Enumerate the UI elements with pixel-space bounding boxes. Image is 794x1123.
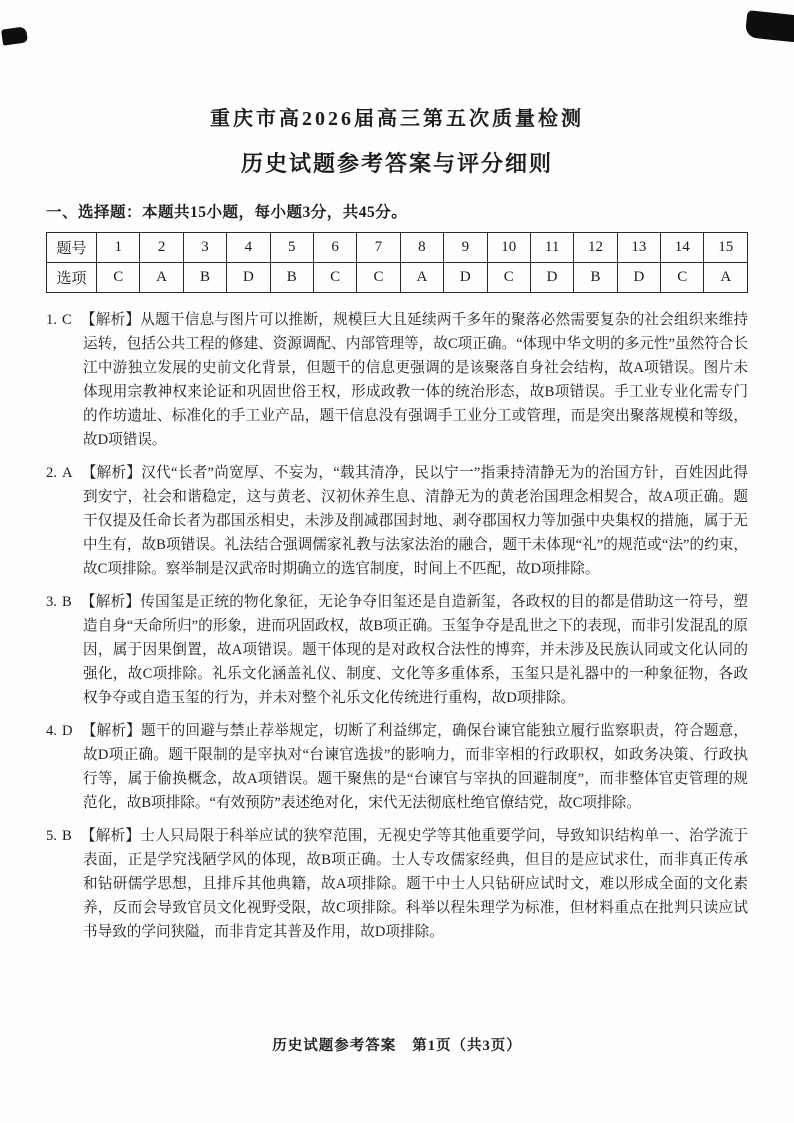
footer-page-number: 第1页（共3页） — [412, 1038, 522, 1054]
footer-title: 历史试题参考答案 — [272, 1038, 397, 1054]
question-answer: D — [61, 723, 73, 739]
answer-cell: D — [617, 263, 660, 293]
answer-cell: A — [400, 263, 443, 293]
question-number-cell: 9 — [444, 233, 487, 263]
question-answer: B — [61, 594, 72, 610]
answer-cell: C — [97, 263, 140, 293]
answer-table-row-numbers — [47, 233, 748, 263]
question-number-cell: 11 — [530, 233, 573, 263]
analysis-text: 汉代“长者”尚宽厚、不妄为，“载其清净，民以宁一”指秉持清静无为的治国方针，百姓因此得到安宁，社会和谐稳定，这与黄老、汉初休养生息、清静无为的黄老治国理念相契合，故A项正确。题干仅提及任命长者为郡国丞相史，未涉及削减郡国封地、剥夺郡国权力等加强中央集权的措施，属于无中生有，故B项错误。礼法结合强调儒家礼教与法家法治的融合，题干未体现“礼”的规范或“法”的约束，故C项排除。察举制是汉武帝时期确立的选官制度，时间上不匹配，故D项排除。 — [83, 465, 748, 577]
explanations-section — [46, 308, 748, 944]
question-number-cell: 8 — [400, 233, 443, 263]
analysis-label: 【解析】 — [80, 312, 141, 328]
question-number-cell: 7 — [357, 233, 400, 263]
question-number-cell: 5 — [270, 233, 313, 263]
answer-cell: C — [661, 263, 704, 293]
question-number-cell: 15 — [704, 233, 748, 263]
explanation-item-2 — [46, 461, 748, 581]
answer-cell: D — [444, 263, 487, 293]
question-number-cell: 12 — [574, 233, 617, 263]
analysis-label: 【解析】 — [81, 723, 141, 739]
answer-table — [46, 232, 748, 293]
question-number-cell: 6 — [313, 233, 356, 263]
question-number-cell: 2 — [140, 233, 183, 263]
page-footer — [0, 1034, 794, 1055]
question-number-cell: 13 — [617, 233, 660, 263]
answer-cell: D — [227, 263, 270, 293]
question-number-cell: 4 — [227, 233, 270, 263]
explanation-item-3 — [46, 590, 748, 710]
analysis-text: 题干的回避与禁止荐举规定，切断了利益绑定，确保台谏官能独立履行监察职责，符合题意，故D项正确。题干限制的是宰执对“台谏官选拔”的影响力，而非宰相的行政职权，如政务决策、行政执行等，属于偷换概念，故A项错误。题干聚焦的是“台谏官与宰执的回避制度”，而非整体官吏管理的规范化，故B项排除。“有效预防”表述绝对化，宋代无法彻底杜绝官僚结党，故C项排除。 — [83, 723, 748, 811]
answer-cell: C — [313, 263, 356, 293]
question-answer: B — [61, 828, 72, 844]
analysis-label: 【解析】 — [80, 828, 141, 844]
answer-cell: B — [270, 263, 313, 293]
analysis-label: 【解析】 — [81, 465, 142, 481]
question-number: 3. — [46, 594, 57, 610]
question-number: 2. — [46, 465, 57, 481]
explanation-item-1 — [46, 308, 748, 452]
document-title: 重庆市高2026届高三第五次质量检测 — [210, 108, 584, 130]
question-number-cell: 10 — [487, 233, 530, 263]
answer-cell: B — [574, 263, 617, 293]
answer-cell: C — [357, 263, 400, 293]
answer-cell: A — [140, 263, 183, 293]
section-heading-multiple-choice: 一、选择题：本题共15小题，每小题3分，共45分。 — [46, 204, 408, 221]
question-number: 4. — [46, 723, 57, 739]
question-number-cell: 3 — [183, 233, 226, 263]
explanation-item-4 — [46, 719, 748, 815]
question-number: 5. — [46, 828, 57, 844]
explanation-item-5 — [46, 824, 748, 944]
question-answer: A — [61, 465, 73, 481]
answer-cell: C — [487, 263, 530, 293]
answer-table-row-answers — [47, 263, 748, 293]
answer-cell: B — [183, 263, 226, 293]
row-header-option: 选项 — [47, 263, 97, 293]
question-answer: C — [61, 312, 72, 328]
answer-cell: A — [704, 263, 748, 293]
analysis-text: 传国玺是正统的物化象征，无论争夺旧玺还是自造新玺，各政权的目的都是借助这一符号，塑造自身“天命所归”的形象，进而巩固政权，故B项正确。玉玺争夺是乱世之下的表现，而非引发混乱的原因，属于因果倒置，故A项错误。题干体现的是对政权合法性的博弈，并未涉及民族认同或文化认同的强化，故C项排除。礼乐文化涵盖礼仪、制度、文化等多重体系，玉玺只是礼器中的一种象征物，各政权争夺或自造玉玺的行为，并未对整个礼乐文化传统进行重构，故D项排除。 — [83, 594, 748, 706]
document-subtitle: 历史试题参考答案与评分细则 — [240, 151, 553, 176]
analysis-text: 从题干信息与图片可以推断，规模巨大且延续两千多年的聚落必然需要复杂的社会组织来维持运转，包括公共工程的修建、资源调配、内部管理等，故C项正确。“体现中华文明的多元性”虽然符合长江中游独立发展的史前文化背景，但题干的信息更强调的是该聚落自身社会结构，故A项错误。图片未体现用宗教神权来论证和巩固世俗王权，形成政教一体的统治形态，故B项错误。手工业专业化需专门的作坊遗址、标准化的手工业产品，题干信息没有强调手工业分工或管理，而是突出聚落规模和等级，故D项错误。 — [83, 312, 748, 448]
question-number-cell: 14 — [661, 233, 704, 263]
answer-cell: D — [530, 263, 573, 293]
analysis-label: 【解析】 — [80, 594, 141, 610]
row-header-question-number: 题号 — [47, 233, 97, 263]
question-number: 1. — [46, 312, 57, 328]
analysis-text: 士人只局限于科举应试的狭窄范围，无视史学等其他重要学问，导致知识结构单一、治学流于表面，正是学究浅陋学风的体现，故B项正确。士人专攻儒家经典，但目的是应试求仕，而非真正传承和钻研儒学思想，且排斥其他典籍，故A项排除。题干中士人只钻研应试时文，难以形成全面的文化素养，反而会导致官员文化视野受限，故C项排除。科举以程朱理学为标准，但材料重点在批判只读应试书导致的学问狭隘，而非肯定其普及作用，故D项排除。 — [83, 828, 748, 940]
question-number-cell: 1 — [97, 233, 140, 263]
